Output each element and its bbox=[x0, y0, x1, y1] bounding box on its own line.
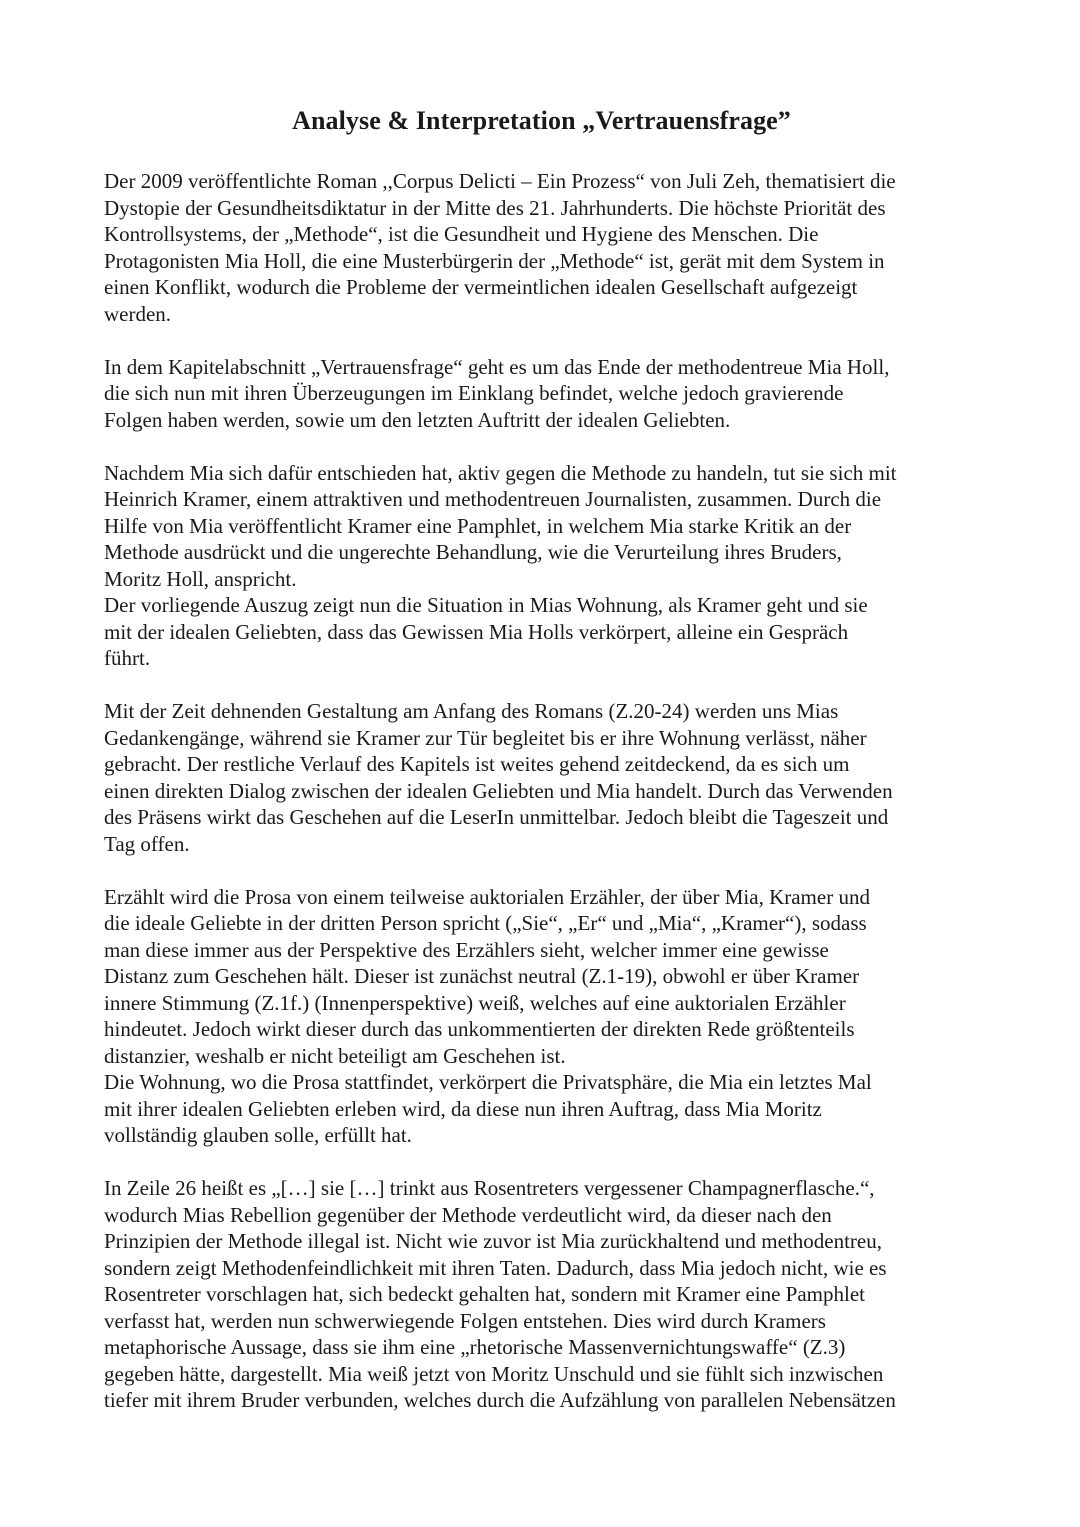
document-page bbox=[104, 104, 979, 1414]
paragraph-time-design: Mit der Zeit dehnenden Gestaltung am Anfang des Romans (Z.20-24) werden uns Mias Gedankengänge, während sie Kramer zur Tür begleitet bis er ihre Wohnung verlässt, näher gebracht. Der restliche Verlauf des Kapitels ist weites gehend zeitdeckend, da es sich um einen direkten Dialog zwischen der idealen Geliebten und Mia handelt. Durch das Verwenden des Präsens wirkt das Geschehen auf die LeserIn unmittelbar. Jedoch bleibt die Tageszeit und Tag offen. bbox=[104, 699, 893, 856]
paragraph-intro: Der 2009 veröffentlichte Roman ,,Corpus Delicti – Ein Prozess“ von Juli Zeh, thematisiert die Dystopie der Gesundheitsdiktatur in der Mitte des 21. Jahrhunderts. Die höchste Priorität des Kontrollsystems, der „Methode“, ist die Gesundheit und Hygiene des Menschen. Die Protagonisten Mia Holl, die eine Musterbürgerin der „Methode“ ist, gerät mit dem System in einen Konflikt, wodurch die Probleme der vermeintlichen idealen Gesellschaft aufgezeigt werden. bbox=[104, 169, 896, 326]
page-title: Analyse & Interpretation „Vertrauensfrage” bbox=[292, 106, 791, 135]
paragraph-rebellion: In Zeile 26 heißt es „[…] sie […] trinkt aus Rosentreters vergessener Champagnerflasche.“, wodurch Mias Rebellion gegenüber der Methode verdeutlicht wird, da dieser nach den Prinzipien der Methode illegal ist. Nicht wie zuvor ist Mia zurückhaltend und methodentreu, sondern zeigt Methodenfeindlichkeit mit ihren Taten. Dadurch, dass Mia jedoch nicht, wie es Rosentreter vorschlagen hat, sich bedeckt gehalten hat, sondern mit Kramer eine Pamphlet verfasst hat, werden nun schwerwiegende Folgen entstehen. Dies wird durch Kramers metaphorische Aussage, dass sie ihm eine „rhetorische Massenvernichtungswaffe“ (Z.3) gegeben hätte, dargestellt. Mia weiß jetzt von Moritz Unschuld und sie fühlt sich inzwischen tiefer mit ihrem Bruder verbunden, welches durch die Aufzählung von parallelen Nebensätzen bbox=[104, 1176, 896, 1412]
paragraph-narrator: Erzählt wird die Prosa von einem teilweise auktorialen Erzähler, der über Mia, Kramer und die ideale Geliebte in der dritten Person spricht („Sie“, „Er“ und „Mia“, „Kramer“), sodass man diese immer aus der Perspektive des Erzählers sieht, welcher immer eine gewisse Distanz zum Geschehen hält. Dieser ist zunächst neutral (Z.1-19), obwohl er über Kramer innere Stimmung (Z.1f.) (Innenperspektive) weiß, welches auf eine auktorialen Erzähler hindeutet. Jedoch wirkt dieser durch das unkommentierten der direkten Rede größtenteils distanzier, weshalb er nicht beteiligt am Geschehen ist. Die Wohnung, wo die Prosa stattfindet, verkörpert die Privatsphäre, die Mia ein letztes Mal mit ihrer idealen Geliebten erleben wird, da diese nun ihren Auftrag, dass Mia Moritz vollständig glauben solle, erfüllt hat. bbox=[104, 884, 872, 1147]
paragraph-chapter-summary: In dem Kapitelabschnitt „Vertrauensfrage“ geht es um das Ende der methodentreue Mia Holl, die sich nun mit ihren Überzeugungen im Einklang befindet, welche jedoch gravierende Folgen haben werden, sowie um den letzten Auftritt der idealen Geliebten. bbox=[104, 354, 890, 432]
paragraph-context: Nachdem Mia sich dafür entschieden hat, aktiv gegen die Methode zu handeln, tut sie sich mit Heinrich Kramer, einem attraktiven und methodentreuen Journalisten, zusammen. Durch die Hilfe von Mia veröffentlicht Kramer eine Pamphlet, in welchem Mia starke Kritik an der Methode ausdrückt und die ungerechte Behandlung, wie die Verurteilung ihres Bruders, Moritz Holl, anspricht. Der vorliegende Auszug zeigt nun die Situation in Mias Wohnung, als Kramer geht und sie mit der idealen Geliebten, dass das Gewissen Mia Holls verkörpert, alleine ein Gespräch führt. bbox=[104, 460, 897, 670]
